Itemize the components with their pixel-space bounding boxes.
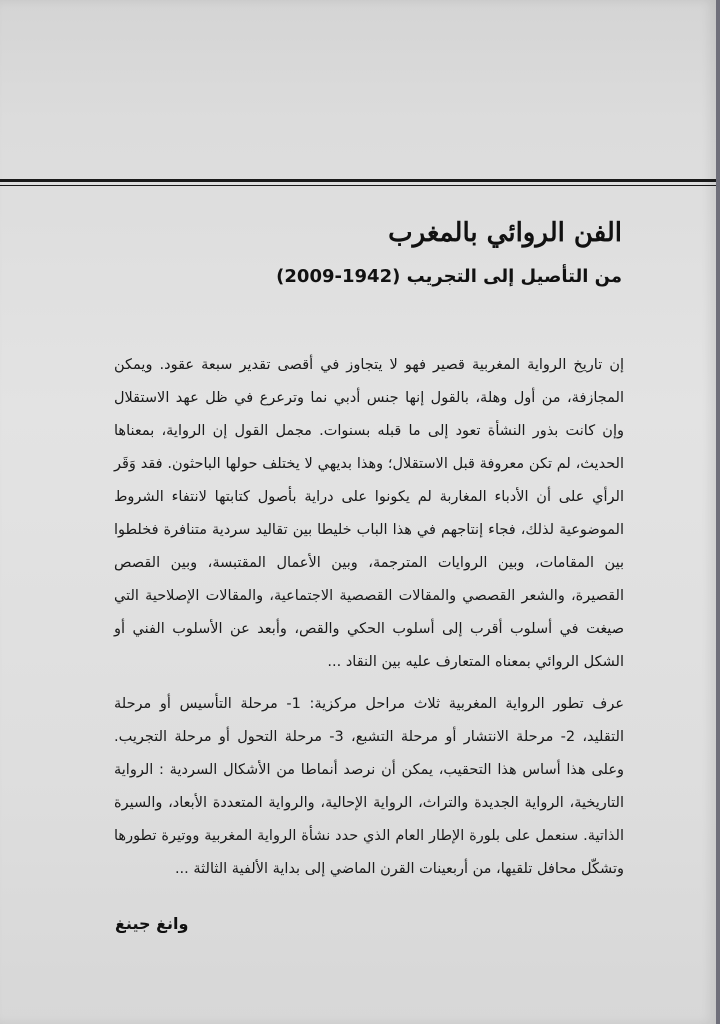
top-rule-thick — [0, 179, 718, 182]
blurb-paragraph-1: إن تاريخ الرواية المغربية قصير فهو لا يتجاوز في أقصى تقدير سبعة عقود. ويمكن المجازفة، من أول وهلة، بالقول إنها جنس أدبي نما وترعرع في ظل عهد الاستقلال وإن كانت بذور النشأة تعود إلى ما قبله بسنوات. مجمل القول إن الرواية، بمعناها الحديث، لم تكن معروفة قبل الاستقلال؛ وهذا بديهي لا يختلف حولها الباحثون. فقد وَقَر الرأي على أن الأدباء المغاربة لم يكونوا على دراية بأصول كتابتها لانتفاء الشروط الموضوعية لذلك، فجاء إنتاجهم في هذا الباب خليطا بين تقاليد سردية متنافرة فخلطوا بين المقامات، وبين الروايات المترجمة، وبين الأعمال المقتبسة، وبين القصص القصيرة، والشعر القصصي والمقالات القصصية الاجتماعية، والمقالات الإصلاحية التي صيغت في أسلوب أقرب إلى أسلوب الحكي والقص، وأبعد عن الأسلوب الفني أو الشكل الروائي بمعناه المتعارف عليه بين النقاد ... — [114, 356, 624, 670]
book-subtitle: من التأصيل إلى التجريب (1942-2009) — [276, 266, 622, 287]
top-rule-thin — [0, 185, 718, 186]
author-name: وانغ جينغ — [115, 914, 189, 933]
book-spine-edge — [716, 0, 720, 1024]
blurb-paragraph-2: عرف تطور الرواية المغربية ثلاث مراحل مركزية: 1- مرحلة التأسيس أو مرحلة التقليد، 2- مرحلة الانتشار أو مرحلة التشبع، 3- مرحلة التحول أو مرحلة التجريب. وعلى هذا أساس هذا التحقيب، يمكن أن نرصد أنماطا من الأشكال السردية : الرواية التاريخية، الرواية الجديدة والتراث، الرواية الإحالية، والرواية المتعددة الأبعاد، والسيرة الذاتية. سنعمل على بلورة الإطار العام الذي حدد نشأة الرواية المغربية ووتيرة تطورها وتشكّل محافل تلقيها، من أربعينات القرن الماضي إلى بداية الألفية الثالثة ... — [114, 695, 624, 877]
book-title: الفن الروائي بالمغرب — [388, 218, 622, 248]
